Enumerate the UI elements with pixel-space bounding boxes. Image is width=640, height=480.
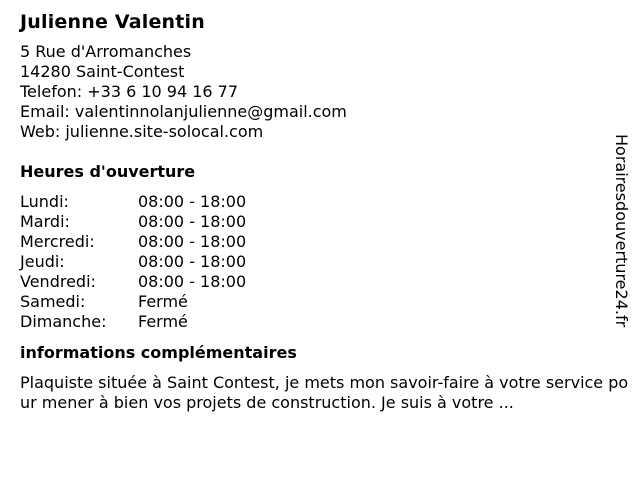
day-hours: 08:00 - 18:00 (138, 252, 247, 271)
day-label: Vendredi: (20, 272, 96, 291)
day-label: Lundi: (20, 192, 69, 211)
hours-row-sunday (20, 312, 620, 332)
address-street: 5 Rue d'Arromanches (20, 42, 192, 61)
hours-row-monday (20, 192, 620, 212)
day-label: Dimanche: (20, 312, 107, 331)
hours-row-friday (20, 272, 620, 292)
day-hours: Fermé (138, 312, 188, 331)
info-heading: informations complémentaires (20, 343, 297, 362)
hours-row-tuesday (20, 212, 620, 232)
hours-row-wednesday (20, 232, 620, 252)
day-hours: Fermé (138, 292, 188, 311)
day-hours: 08:00 - 18:00 (138, 192, 247, 211)
hours-row-thursday (20, 252, 620, 272)
email-line: Email: valentinnolanjulienne@gmail.com (20, 102, 347, 121)
day-label: Mercredi: (20, 232, 95, 251)
web-line: Web: julienne.site-solocal.com (20, 122, 264, 141)
day-label: Jeudi: (20, 252, 65, 271)
business-description: Plaquiste située à Saint Contest, je mets mon savoir-faire à votre service pour mener à bien vos projets de construction. Je suis à votre ... (20, 373, 629, 412)
hours-heading: Heures d'ouverture (20, 162, 196, 181)
day-label: Samedi: (20, 292, 86, 311)
day-hours: 08:00 - 18:00 (138, 212, 247, 231)
hours-table (20, 192, 620, 332)
address-city: 14280 Saint-Contest (20, 62, 185, 81)
site-watermark: Horairesdouverture24.fr (612, 134, 631, 328)
hours-row-saturday (20, 292, 620, 312)
day-label: Mardi: (20, 212, 70, 231)
phone-line: Telefon: +33 6 10 94 16 77 (20, 82, 239, 101)
business-name: Julienne Valentin (20, 11, 205, 33)
day-hours: 08:00 - 18:00 (138, 232, 247, 251)
day-hours: 08:00 - 18:00 (138, 272, 247, 291)
